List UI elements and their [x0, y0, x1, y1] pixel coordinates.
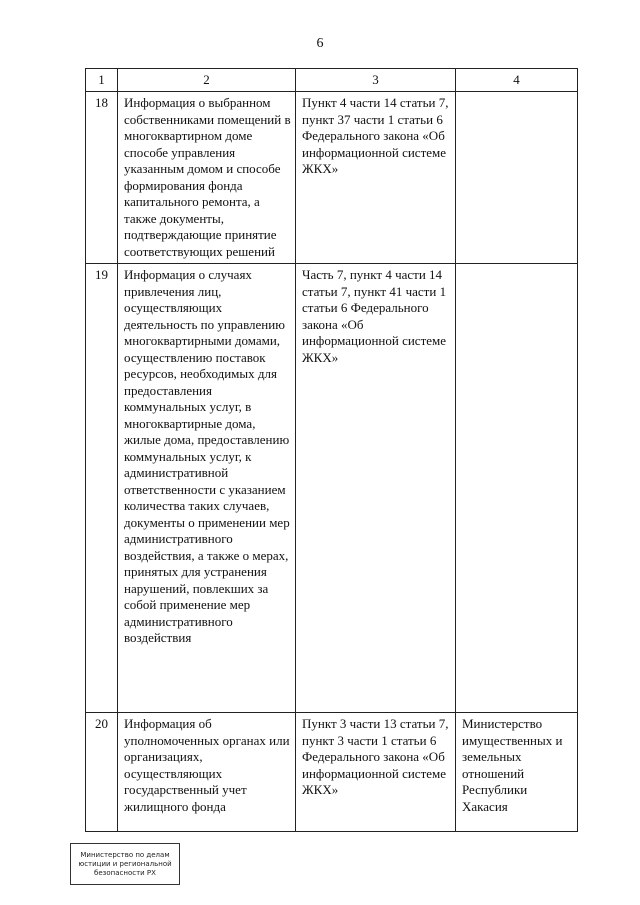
- legal-basis-cell: Часть 7, пункт 4 части 14 статьи 7, пункт 41 части 1 статьи 6 Федерального закона «Об информационной системе ЖКХ»: [296, 264, 456, 713]
- row-number: 18: [86, 92, 118, 264]
- stamp-line-3: безопасности РХ: [94, 868, 156, 877]
- stamp-line-2: юстиции и региональной: [78, 859, 172, 868]
- column-header-3: 3: [296, 69, 456, 92]
- column-header-2: 2: [118, 69, 296, 92]
- column-header-4: 4: [456, 69, 578, 92]
- legal-basis-cell: Пункт 3 части 13 статьи 7, пункт 3 части 1 статьи 6 Федерального закона «Об информационной системе ЖКХ»: [296, 713, 456, 832]
- ministry-stamp: [70, 843, 180, 885]
- row-number: 20: [86, 713, 118, 832]
- table-row: [86, 92, 578, 264]
- column-header-1: 1: [86, 69, 118, 92]
- info-cell: Информация о случаях привлечения лиц, осуществляющих деятельность по управлению многоквартирными домами, осуществлению поставок ресурсов, необходимых для предоставления коммунальных услуг, в многоквартирные дома, жилые дома, предоставлению коммунальных услуг, к административной ответственности с указанием количества таких случаев, документы о применении мер административного воздействия, а также о мерах, принятых для устранения нарушений, повлекших за собой применение мер административного воздействия: [118, 264, 296, 713]
- stamp-line-1: Министерство по делам: [80, 850, 170, 859]
- responsible-body-cell: [456, 92, 578, 264]
- legal-basis-cell: Пункт 4 части 14 статьи 7, пункт 37 части 1 статьи 6 Федерального закона «Об информационной системе ЖКХ»: [296, 92, 456, 264]
- responsible-body-cell: Министерство имущественных и земельных отношений Республики Хакасия: [456, 713, 578, 832]
- responsible-body-cell: [456, 264, 578, 713]
- row-number: 19: [86, 264, 118, 713]
- info-cell: Информация об уполномоченных органах или организациях, осуществляющих государственный учет жилищного фонда: [118, 713, 296, 832]
- document-table: [85, 68, 578, 832]
- page-number: 6: [316, 36, 324, 51]
- table-row: [86, 264, 578, 713]
- table-row: [86, 713, 578, 832]
- info-cell: Информация о выбранном собственниками помещений в многоквартирном доме способе управления указанным домом и способе формирования фонда капитального ремонта, а также документы, подтверждающие принятие соответствующих решений: [118, 92, 296, 264]
- table-header-row: [86, 69, 578, 92]
